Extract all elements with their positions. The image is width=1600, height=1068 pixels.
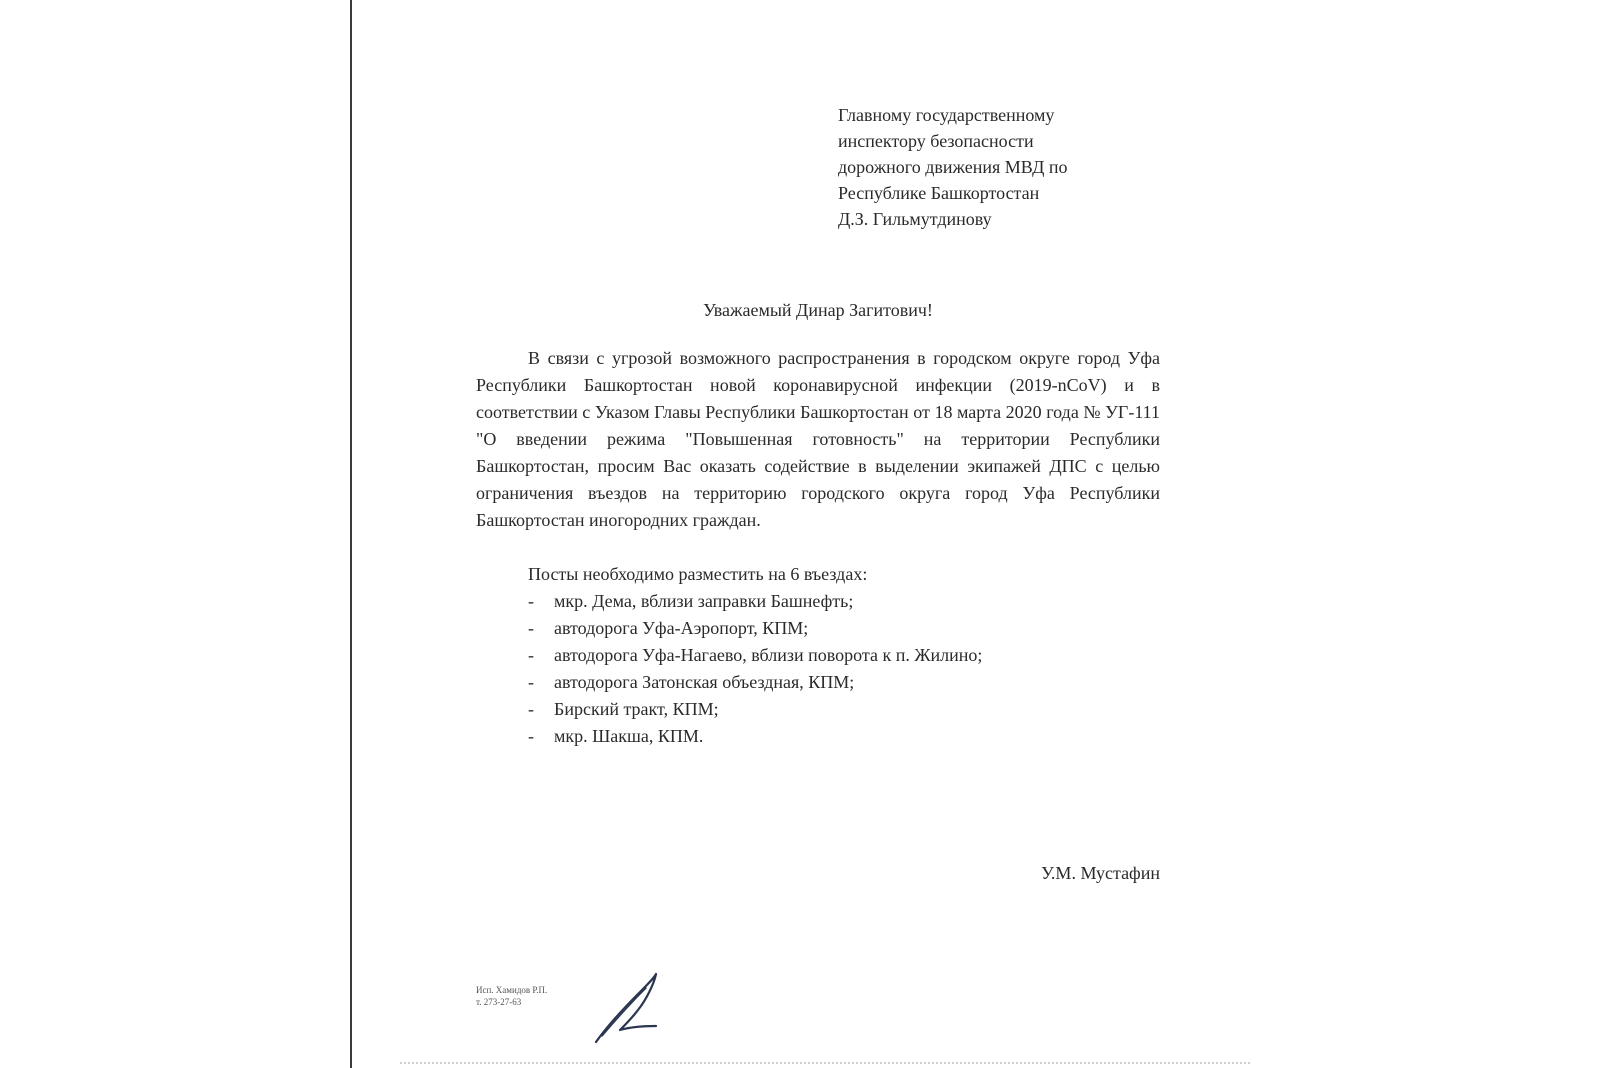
addressee-line: Д.З. Гильмутдинову <box>838 209 992 229</box>
scan-artifact-line <box>400 1062 1250 1066</box>
list-dash: - <box>528 591 534 611</box>
list-dash: - <box>528 726 534 746</box>
list-dash: - <box>528 672 534 692</box>
list-item-text: автодорога Затонская объездная, КПМ; <box>554 672 855 692</box>
executor-block <box>476 984 547 1008</box>
list-item-text: Бирский тракт, КПМ; <box>554 699 719 719</box>
posts-list <box>528 588 982 750</box>
executor-name: Исп. Хамидов Р.П. <box>476 985 548 995</box>
addressee-line: Главному государственному <box>838 105 1055 125</box>
addressee-line: инспектору безопасности <box>838 131 1034 151</box>
list-item <box>528 723 982 750</box>
salutation: Уважаемый Динар Загитович! <box>703 300 933 320</box>
list-dash: - <box>528 618 534 638</box>
list-item-text: автодорога Уфа-Нагаево, вблизи поворота к п. Жилино; <box>554 645 983 665</box>
list-item-text: мкр. Дема, вблизи заправки Башнефть; <box>554 591 854 611</box>
list-item <box>528 696 982 723</box>
list-item <box>528 615 982 642</box>
body-paragraph: В связи с угрозой возможного распространения в городском округе город Уфа Республики Башкортостан новой коронавирусной инфекции (2019-nCoV) и в соответствии с Указом Главы Республики Башкортостан от 18 марта 2020 года № УГ-111 "О введении режима "Повышенная готовность" на территории Республики Башкортостан, просим Вас оказать содействие в выделении экипажей ДПС с целью ограничения въездов на территорию городского округа город Уфа Республики Башкортостан иногородних граждан. <box>476 348 1160 530</box>
list-item-text: автодорога Уфа-Аэропорт, КПМ; <box>554 618 809 638</box>
posts-intro: Посты необходимо разместить на 6 въездах: <box>528 564 868 584</box>
addressee-line: Республике Башкортостан <box>838 183 1040 203</box>
addressee-block <box>838 102 1067 232</box>
addressee-line: дорожного движения МВД по <box>838 157 1068 177</box>
list-item <box>528 642 982 669</box>
list-dash: - <box>528 645 534 665</box>
signer-name: У.М. Мустафин <box>1041 863 1160 883</box>
list-dash: - <box>528 699 534 719</box>
list-item-text: мкр. Шакша, КПМ. <box>554 726 704 746</box>
list-item <box>528 669 982 696</box>
page-edge-line <box>350 0 352 1068</box>
executor-phone: т. 273-27-63 <box>476 997 522 1007</box>
signature-mark <box>590 970 680 1045</box>
list-item <box>528 588 982 615</box>
